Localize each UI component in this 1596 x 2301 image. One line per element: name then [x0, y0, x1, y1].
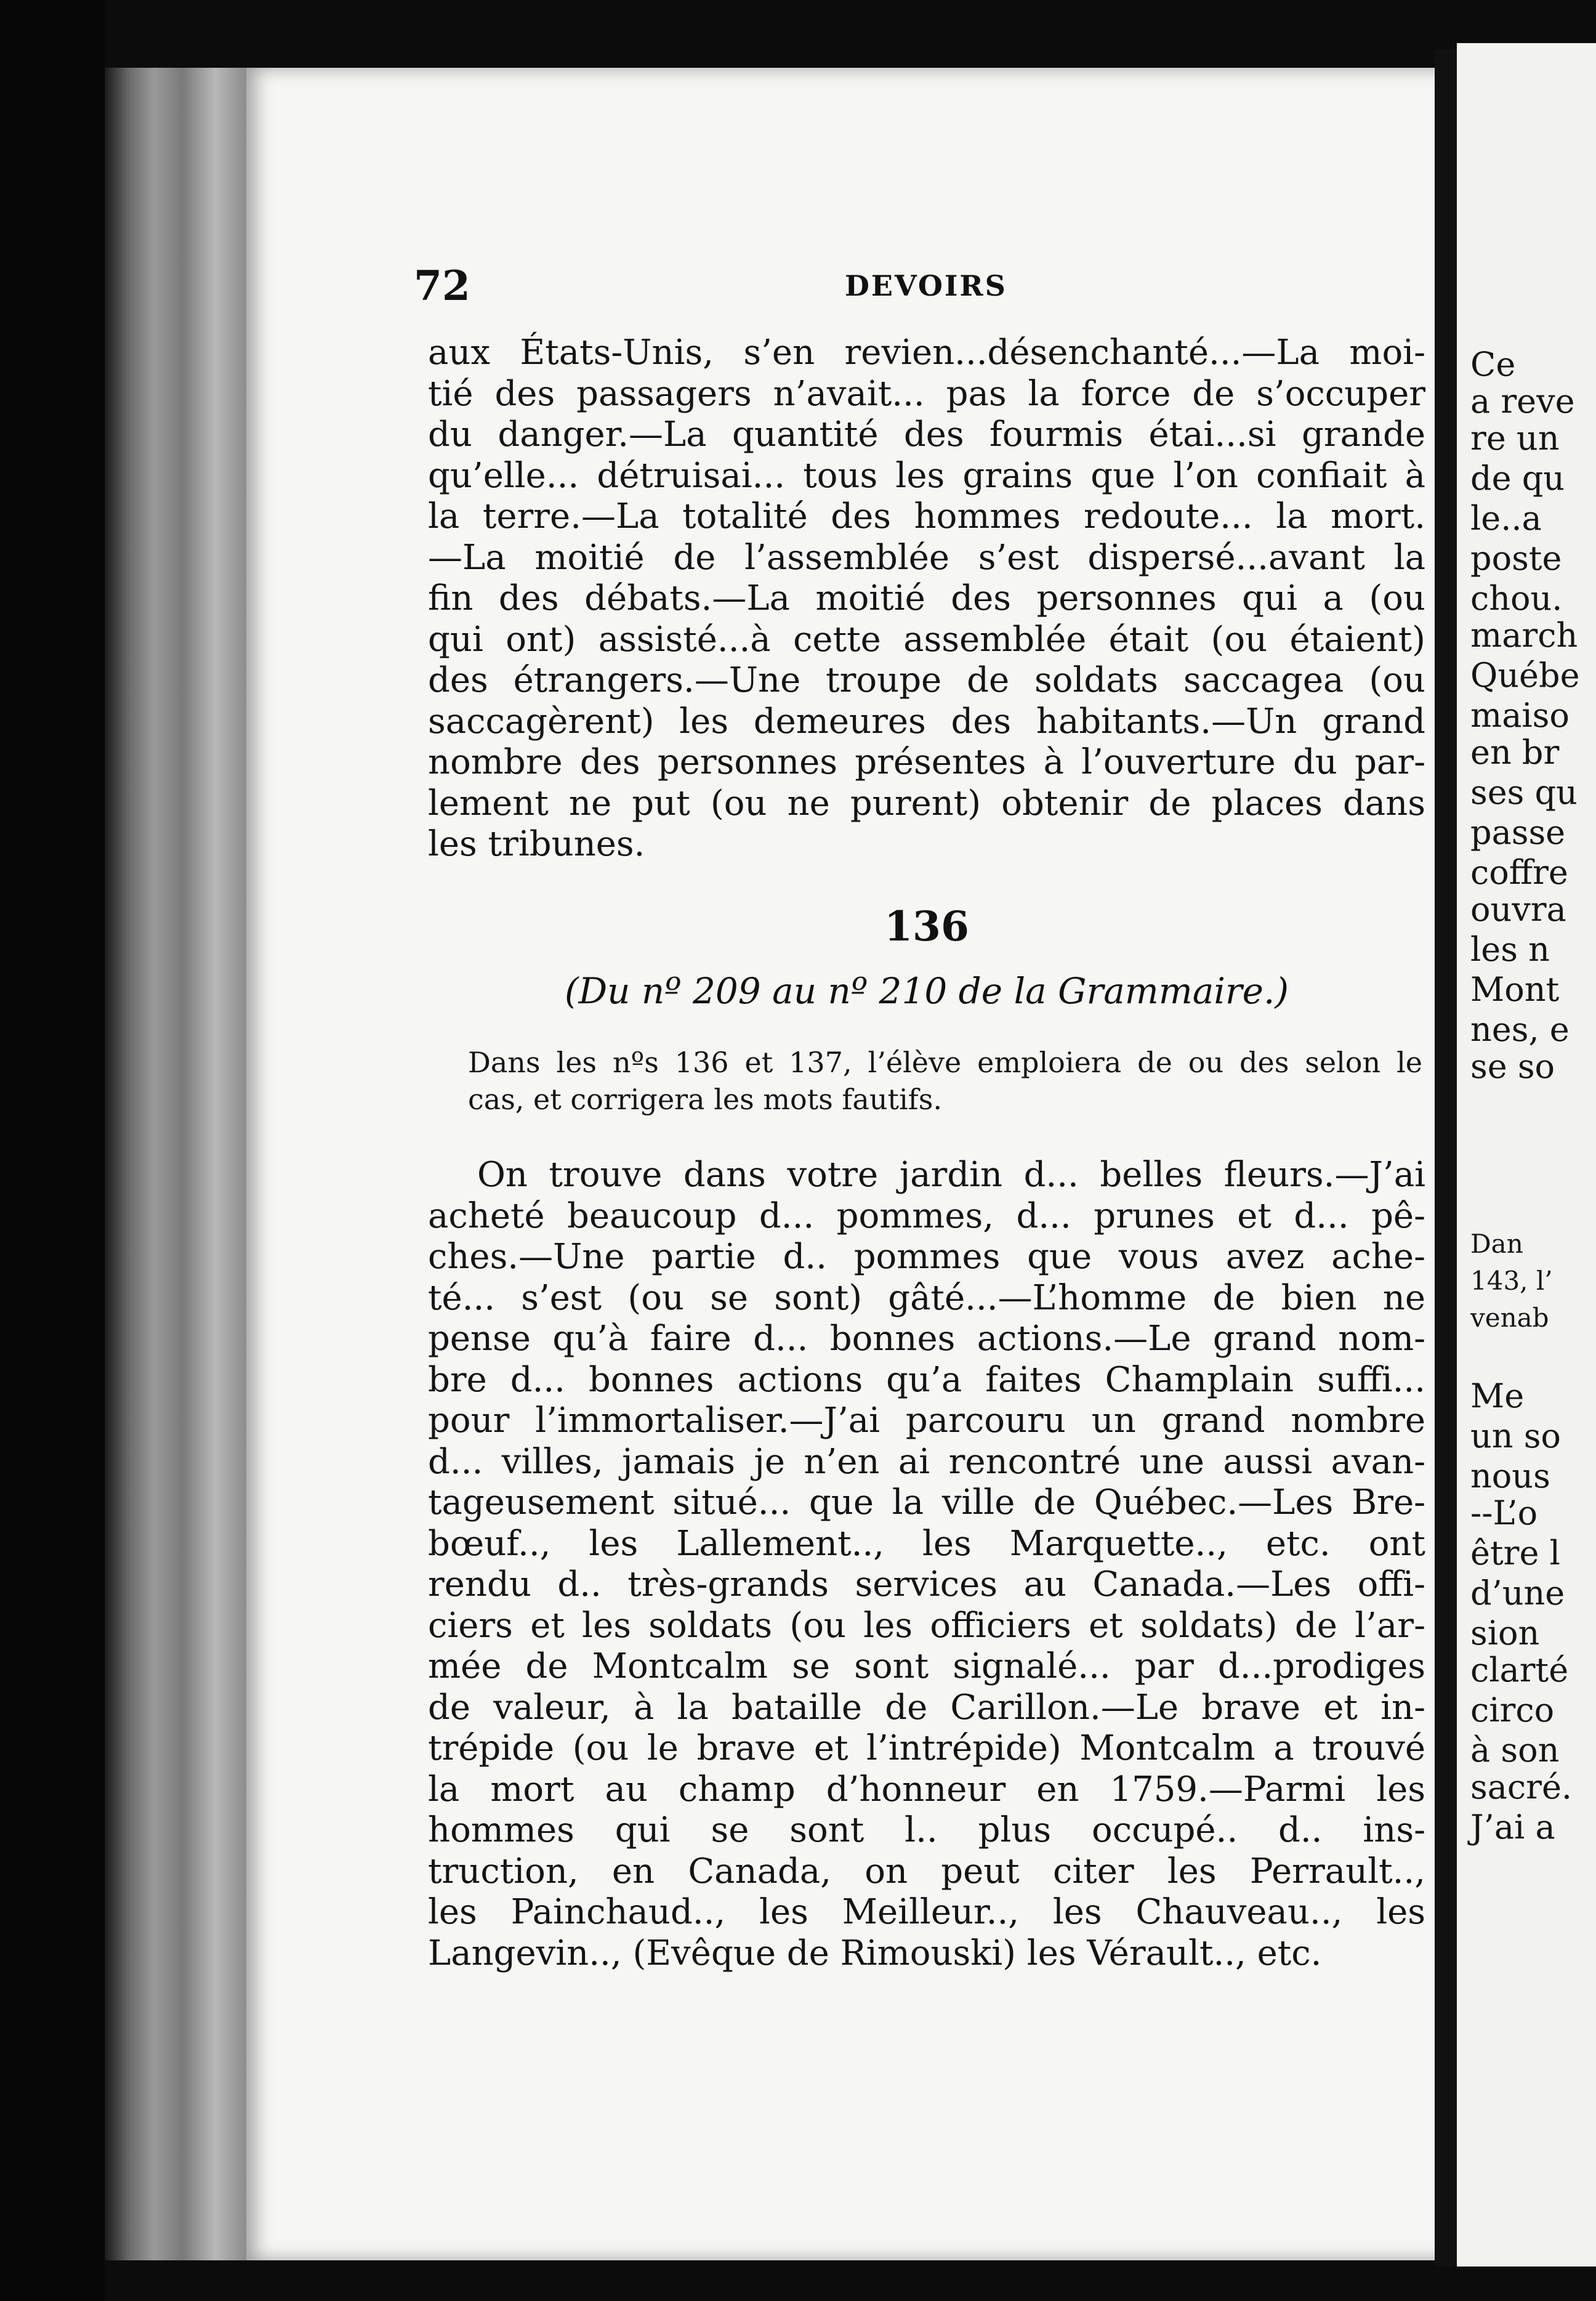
facing-page-fragment: --L’o: [1470, 1494, 1538, 1532]
text-line: rendu d.. très-grands services au Canada.—Les offi-: [428, 1564, 1425, 1604]
page-edges-stack: [105, 68, 246, 2260]
text-line: les tribunes.: [428, 824, 645, 864]
facing-page-fragment: ses qu: [1470, 773, 1578, 812]
facing-page-fragment: sacré.: [1470, 1768, 1573, 1806]
text-line: de valeur, à la bataille de Carillon.—Le brave et in-: [428, 1687, 1425, 1728]
facing-page-fragment: clarté: [1470, 1651, 1569, 1689]
facing-page-fragment: circo: [1470, 1691, 1555, 1729]
book-gutter: [1435, 49, 1457, 2267]
text-line: fin des débats.—La moitié des personnes qui a (ou: [428, 578, 1425, 618]
text-line: On trouve dans votre jardin d... belles fleurs.—J’ai: [477, 1155, 1425, 1195]
instruction-line: Dans les nºs 136 et 137, l’élève emploiera de ou des selon le: [468, 1046, 1422, 1079]
facing-page-fragment: nous: [1470, 1457, 1550, 1495]
facing-page-fragment: Mont: [1470, 970, 1560, 1009]
text-line: pense qu’à faire d... bonnes actions.—Le grand nom-: [428, 1319, 1425, 1359]
continuation-paragraph: [428, 333, 1425, 865]
text-line: pour l’immortaliser.—J’ai parcouru un grand nombre: [428, 1401, 1425, 1441]
text-line: bœuf.., les Lallement.., les Marquette.., etc. ont: [428, 1523, 1425, 1564]
facing-page-fragment: re un: [1470, 419, 1560, 458]
facing-page-fragment: Dan: [1470, 1229, 1523, 1259]
text-line: truction, en Canada, on peut citer les Perrault..,: [428, 1851, 1425, 1891]
exercise-number: 136: [884, 902, 969, 950]
text-line: hommes qui se sont l.. plus occupé.. d.. ins-: [428, 1810, 1425, 1850]
text-line: —La moitié de l’assemblée s’est dispersé...avant la: [428, 537, 1425, 578]
text-line: saccagèrent) les demeures des habitants.—Un grand: [428, 701, 1425, 742]
facing-page-fragment: le..a: [1470, 499, 1542, 538]
text-line: des étrangers.—Une troupe de soldats saccagea (ou: [428, 660, 1425, 700]
facing-page-edge: [1457, 43, 1596, 2267]
facing-page-fragment: chou.: [1470, 579, 1563, 618]
facing-page-fragment: a reve: [1470, 382, 1575, 421]
facing-page-fragment: maiso: [1470, 696, 1570, 735]
facing-page-fragment: de qu: [1470, 459, 1565, 498]
text-line: bre d... bonnes actions qu’a faites Champlain suffi...: [428, 1359, 1425, 1400]
facing-page-fragment: être l: [1470, 1534, 1560, 1572]
facing-page-fragment: d’une: [1470, 1574, 1565, 1612]
facing-page-fragment: coffre: [1470, 853, 1568, 892]
facing-page-fragment: venab: [1470, 1303, 1549, 1333]
page-number: 72: [414, 262, 470, 310]
text-line: mée de Montcalm se sont signalé... par d...prodiges: [428, 1646, 1425, 1686]
running-head: [414, 262, 1411, 311]
text-line: aux États-Unis, s’en revien...désenchanté...—La moi-: [428, 333, 1425, 373]
facing-page-fragment: poste: [1470, 539, 1562, 578]
facing-page-fragment: les n: [1470, 930, 1550, 969]
facing-page-fragment: 143, l’: [1470, 1266, 1553, 1296]
text-line: d... villes, jamais je n’en ai rencontré une aussi avan-: [428, 1441, 1425, 1482]
facing-page-fragment: se so: [1470, 1047, 1555, 1086]
text-line: trépide (ou le brave et l’intrépide) Montcalm a trouvé: [428, 1728, 1425, 1768]
text-line: la mort au champ d’honneur en 1759.—Parmi les: [428, 1769, 1425, 1810]
facing-page-fragment: Me: [1470, 1377, 1525, 1415]
facing-page-fragment: passe: [1470, 813, 1566, 852]
page-title: DEVOIRS: [845, 269, 1007, 302]
text-line: tageusement situé... que la ville de Québec.—Les Bre-: [428, 1482, 1425, 1523]
facing-page-fragment: ouvra: [1470, 890, 1566, 929]
text-line: Langevin.., (Evêque de Rimouski) les Vérault.., etc.: [428, 1933, 1322, 1973]
facing-page-fragment: Québe: [1470, 656, 1580, 695]
facing-page-fragment: en br: [1470, 733, 1560, 772]
text-line: ches.—Une partie d.. pommes que vous avez ache-: [428, 1237, 1425, 1277]
scan-background-left: [0, 0, 105, 2301]
facing-page-fragment: un so: [1470, 1417, 1561, 1455]
text-line: acheté beaucoup d... pommes, d... prunes et d... pê-: [428, 1195, 1425, 1236]
facing-page-fragment: J’ai a: [1470, 1808, 1555, 1846]
facing-page-fragment: march: [1470, 616, 1578, 655]
text-line: lement ne put (ou ne purent) obtenir de places dans: [428, 783, 1425, 823]
facing-page-fragment: nes, e: [1470, 1010, 1570, 1049]
facing-page-fragment: sion: [1470, 1614, 1540, 1652]
text-line: la terre.—La totalité des hommes redoute... la mort.: [428, 496, 1425, 536]
text-line: té... s’est (ou se sont) gâté...—L’homme de bien ne: [428, 1277, 1425, 1318]
text-line: ciers et les soldats (ou les officiers et soldats) de l’ar-: [428, 1605, 1425, 1646]
grammar-reference: (Du nº 209 au nº 210 de la Grammaire.): [564, 970, 1289, 1012]
text-line: qu’elle... détruisai... tous les grains que l’on confiait à: [428, 455, 1425, 496]
instruction-line: cas, et corrigera les mots fautifs.: [468, 1083, 942, 1116]
text-line: nombre des personnes présentes à l’ouverture du par-: [428, 742, 1425, 782]
text-line: du danger.—La quantité des fourmis étai...si grande: [428, 415, 1425, 455]
text-line: tié des passagers n’avait... pas la force de s’occuper: [428, 373, 1425, 414]
facing-page-fragment: Ce: [1470, 345, 1516, 384]
text-line: les Painchaud.., les Meilleur.., les Chauveau.., les: [428, 1892, 1425, 1932]
facing-page-fragment: à son: [1470, 1731, 1560, 1769]
text-line: qui ont) assisté...à cette assemblée était (ou étaient): [428, 619, 1425, 660]
exercise-paragraph: [428, 1155, 1425, 1974]
exercise-instruction: [468, 1044, 1422, 1118]
